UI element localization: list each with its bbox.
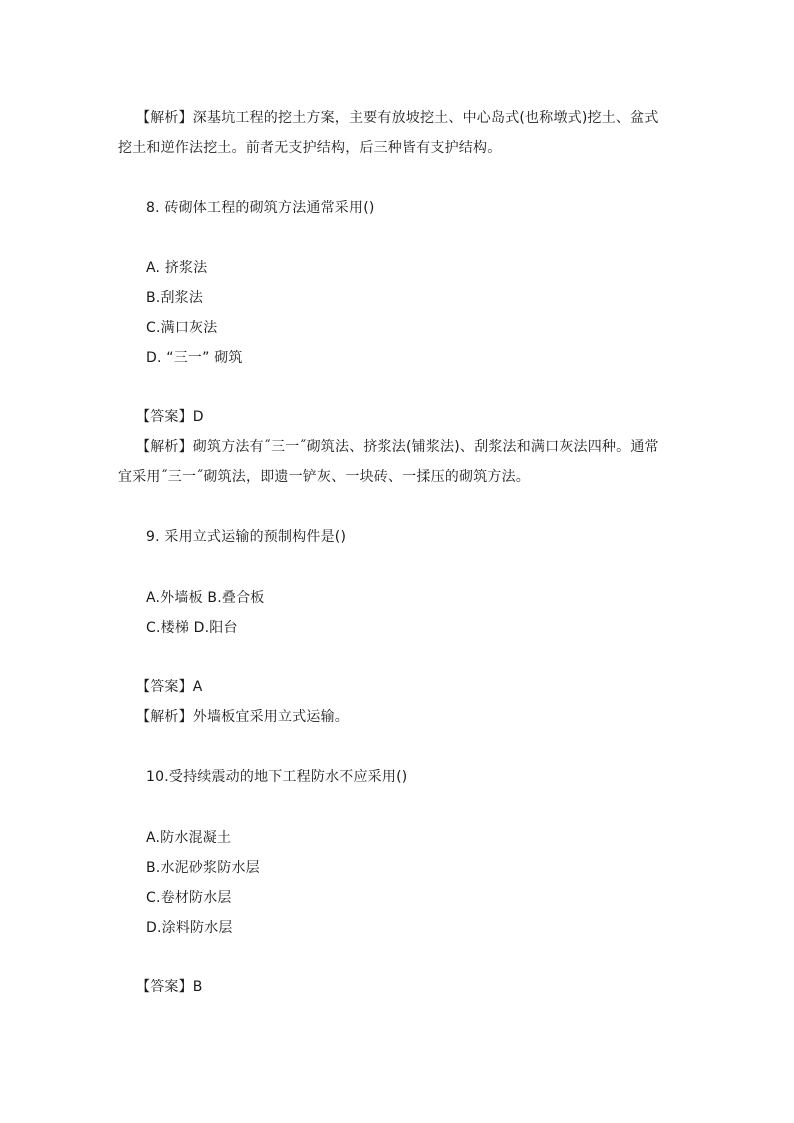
question-8-option-a: A. 挤浆法 (146, 260, 208, 276)
question-9-options-cd: C.楼梯 D.阳台 (146, 620, 238, 636)
answer-8: 【答案】D (136, 409, 204, 425)
answer-10: 【答案】B (136, 979, 203, 995)
question-8-option-d: D. “三一” 砌筑 (146, 350, 243, 366)
question-9-options-ab: A.外墙板 B.叠合板 (146, 590, 265, 606)
question-8-option-b: B.刮浆法 (146, 290, 204, 306)
analysis-7-line-2: 挖土和逆作法挖土。前者无支护结构，后三种皆有支护结构。 (118, 140, 502, 156)
question-10-option-d: D.涂料防水层 (146, 920, 233, 936)
question-10-option-c: C.卷材防水层 (146, 890, 232, 906)
question-10-option-b: B.水泥砂浆防水层 (146, 860, 260, 876)
analysis-8-line-2: 宜采用˝三一˝砌筑法，即遗一铲灰、一块砖、一揉压的砌筑方法。 (118, 469, 530, 485)
answer-9: 【答案】A (136, 679, 203, 695)
analysis-9: 【解析】外墙板宜采用立式运输。 (136, 709, 349, 725)
question-8: 8. 砖砌体工程的砌筑方法通常采用() (146, 200, 375, 216)
question-8-option-c: C.满口灰法 (146, 320, 218, 336)
question-10-option-a: A.防水混凝土 (146, 830, 232, 846)
question-10: 10.受持续震动的地下工程防水不应采用() (146, 769, 408, 785)
analysis-7-line-1: 【解析】深基坑工程的挖土方案，主要有放坡挖土、中心岛式(也称墩式)挖土、盆式 (136, 110, 659, 126)
question-9: 9. 采用立式运输的预制构件是() (146, 529, 347, 545)
analysis-8-line-1: 【解析】砌筑方法有˝三一˝砌筑法、挤浆法(铺浆法)、刮浆法和满口灰法四种。通常 (136, 439, 659, 455)
